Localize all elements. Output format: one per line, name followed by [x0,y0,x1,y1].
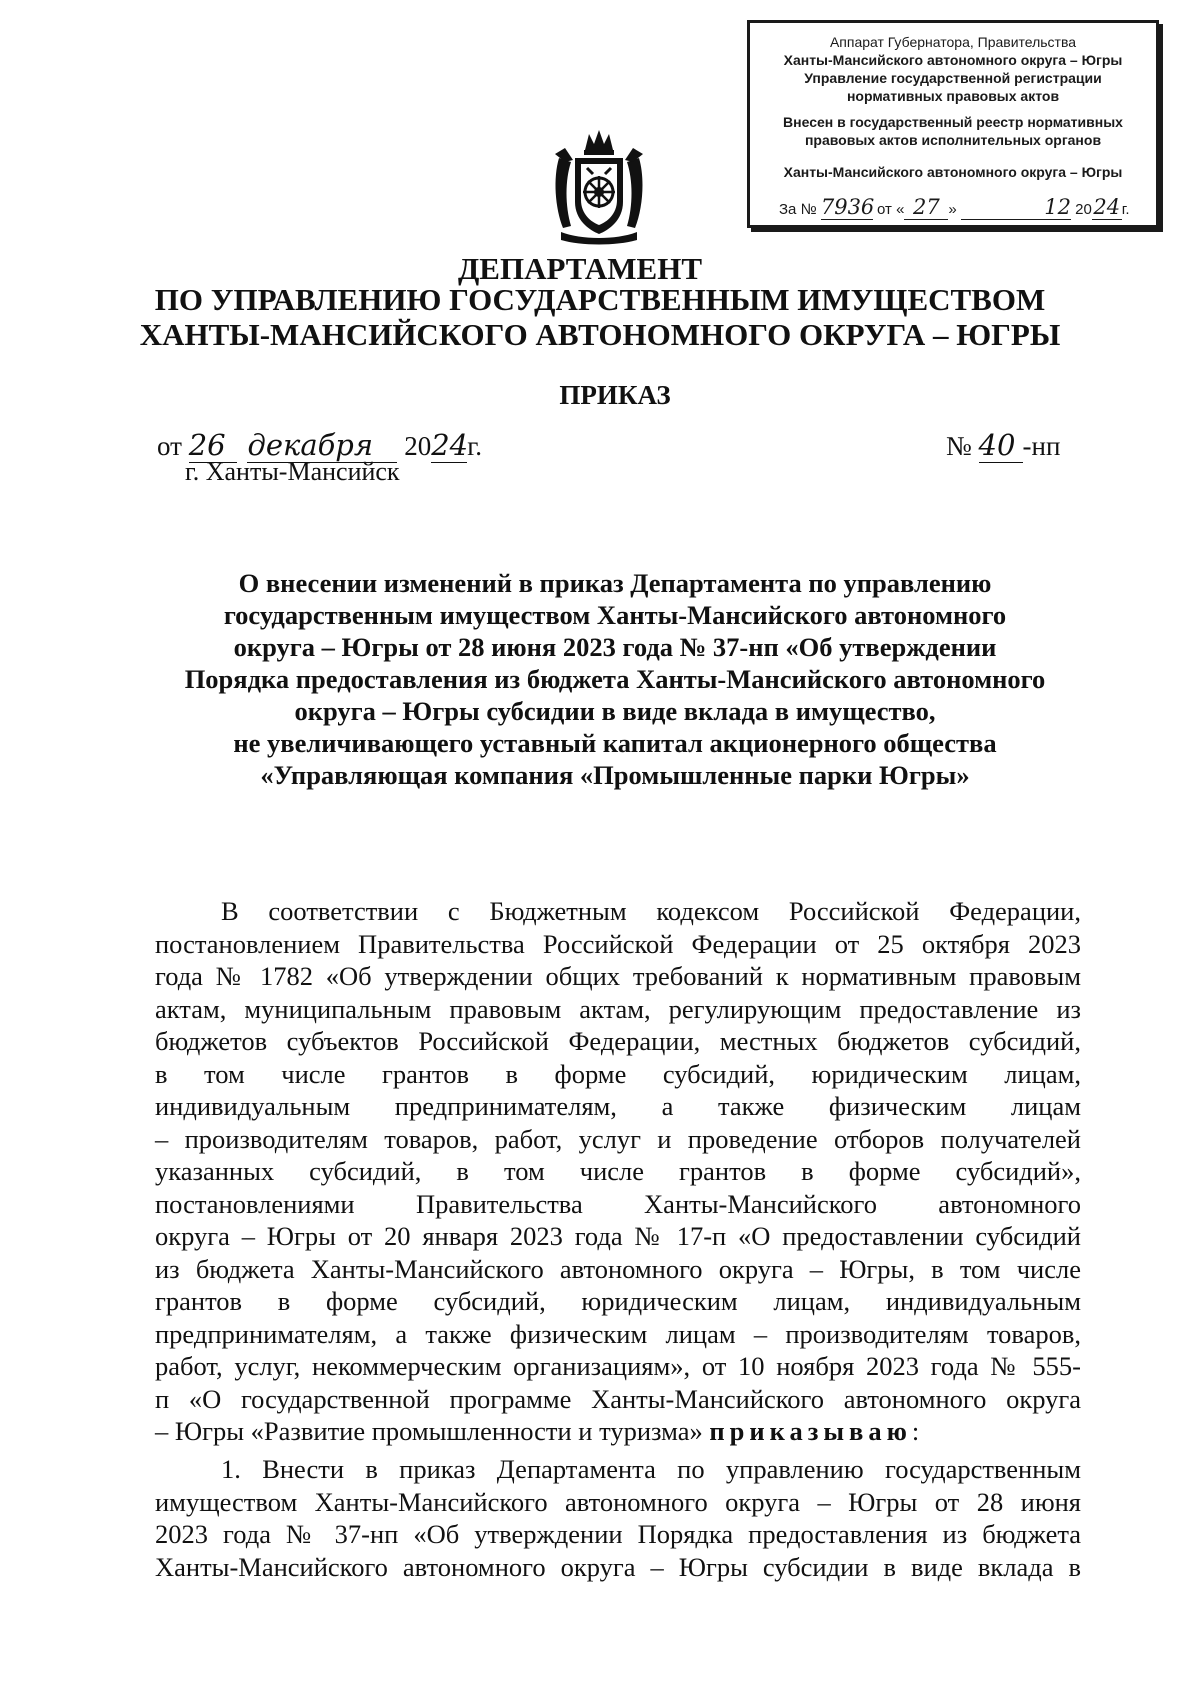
number-prefix: № [946,431,972,461]
body-line: актам, муниципальным правовым актам, регулирующим предоставление из [155,993,1081,1024]
stamp-reg-year-prefix: 20 [1075,201,1092,218]
body-paragraph [155,895,1081,1448]
stamp-reg-close: » [948,201,957,218]
date-year-prefix: 20 [404,431,432,461]
document-number [946,428,1060,463]
date-suffix: г. [467,431,482,461]
stamp-reg-month: 12 [961,195,1071,220]
body-line: года № 1782 «Об утверждении общих требований к нормативным правовым [155,961,1081,991]
registration-stamp [747,20,1159,228]
subject-line: округа – Югры субсидии в виде вклада в имущество, [294,696,936,726]
body-line-text: – Югры «Развитие промышленности и туризма» [155,1416,703,1446]
body-line: грантов в форме субсидий, юридическим лицам, индивидуальным [155,1286,1081,1316]
body-line: указанных субсидий, в том числе грантов в форме субсидий», [155,1156,1081,1186]
body-line: из бюджета Ханты-Мансийского автономного округа – Югры, в том числе [155,1253,1081,1284]
stamp-line: Ханты-Мансийского автономного округа – Югры [783,52,1123,68]
body-line: – производителям товаров, работ, услуг и проведение отборов получателей [155,1123,1081,1154]
body-line: 1. Внести в приказ Департамента по управлению государственным [221,1454,1081,1484]
stamp-registration-line [754,195,1152,220]
stamp-line: Внесен в государственный реестр нормативных [783,114,1123,130]
body-line: в том числе грантов в форме субсидий, юридическим лицам, [155,1058,1081,1089]
date-day: 26 [189,428,237,463]
stamp-line: нормативных правовых актов [846,88,1060,104]
body-line: предпринимателям, а также физическим лицам – производителям товаров, [155,1318,1081,1349]
stamp-reg-number: 7936 [820,195,875,219]
body-line: Ханты-Мансийского автономного округа – Югры субсидии в виде вклада в [155,1551,1081,1582]
document-city: г. Ханты-Мансийск [185,457,400,486]
subject-line: округа – Югры от 28 июня 2023 года № 37-нп «Об утверждении [233,632,997,662]
body-line: округа – Югры от 20 января 2023 года № 17-п «О предоставлении субсидий [155,1221,1081,1251]
body-line: п «О государственной программе Ханты-Мансийского автономного округа [155,1383,1081,1414]
subject-line: государственным имуществом Ханты-Мансийского автономного [223,600,1007,630]
stamp-line: Управление государственной регистрации [804,70,1102,86]
number-suffix: -нп [1022,431,1061,461]
document-type: ПРИКАЗ [559,380,671,410]
number-value: 40 [979,428,1023,463]
subject-line: Порядка предоставления из бюджета Ханты-Мансийского автономного [184,664,1046,694]
body-line: индивидуальным предпринимателям, а также физическим лицам [155,1091,1081,1121]
body-line: постановлением Правительства Российской Федерации от 25 октября 2023 [155,928,1081,959]
stamp-reg-suffix: г. [1121,201,1130,218]
subject-line: «Управляющая компания «Промышленные парки Югры» [260,760,970,790]
subject-line: О внесении изменений в приказ Департамента по управлению [238,568,992,598]
order-colon: : [911,1416,920,1446]
stamp-reg-day: 27 [904,195,948,220]
department-title: ДЕПАРТАМЕНТ [457,251,703,286]
stamp-reg-prefix: За № [779,201,817,218]
body-line: постановлениями Правительства Ханты-Мансийского автономного [155,1188,1081,1219]
body-line: бюджетов субъектов Российской Федерации, местных бюджетов субсидий, [155,1026,1081,1056]
stamp-reg-year: 24 [1093,195,1121,219]
date-month: декабря [247,428,397,463]
coat-of-arms-emblem [551,128,647,246]
body-line: 2023 года № 37-нп «Об утверждении Порядка предоставления из бюджета [155,1519,1081,1549]
stamp-line: Аппарат Губернатора, Правительства [829,34,1077,50]
stamp-reg-from: от « [877,201,905,218]
body-line-last [155,1415,1081,1448]
subject-line: не увеличивающего уставный капитал акционерного общества [233,728,997,758]
department-region: ХАНТЫ-МАНСИЙСКОГО АВТОНОМНОГО ОКРУГА – ЮГРЫ [139,317,1061,352]
body-line: имуществом Ханты-Мансийского автономного округа – Югры от 28 июня [155,1486,1081,1517]
document-subject [110,567,1120,791]
stamp-line: правовых актов исполнительных органов [804,132,1102,148]
body-line: работ, услуг, некоммерческим организациям», от 10 ноября 2023 года № 555- [155,1351,1081,1381]
date-year: 24 [431,428,469,462]
body-paragraph [155,1453,1081,1583]
stamp-line: Ханты-Мансийского автономного округа – Югры [783,164,1123,180]
order-word: приказываю [709,1416,912,1446]
body-line: В соответствии с Бюджетным кодексом Российской Федерации, [221,896,1081,926]
date-prefix: от [157,431,182,461]
department-subtitle: ПО УПРАВЛЕНИЮ ГОСУДАРСТВЕННЫМ ИМУЩЕСТВОМ [154,282,1046,317]
